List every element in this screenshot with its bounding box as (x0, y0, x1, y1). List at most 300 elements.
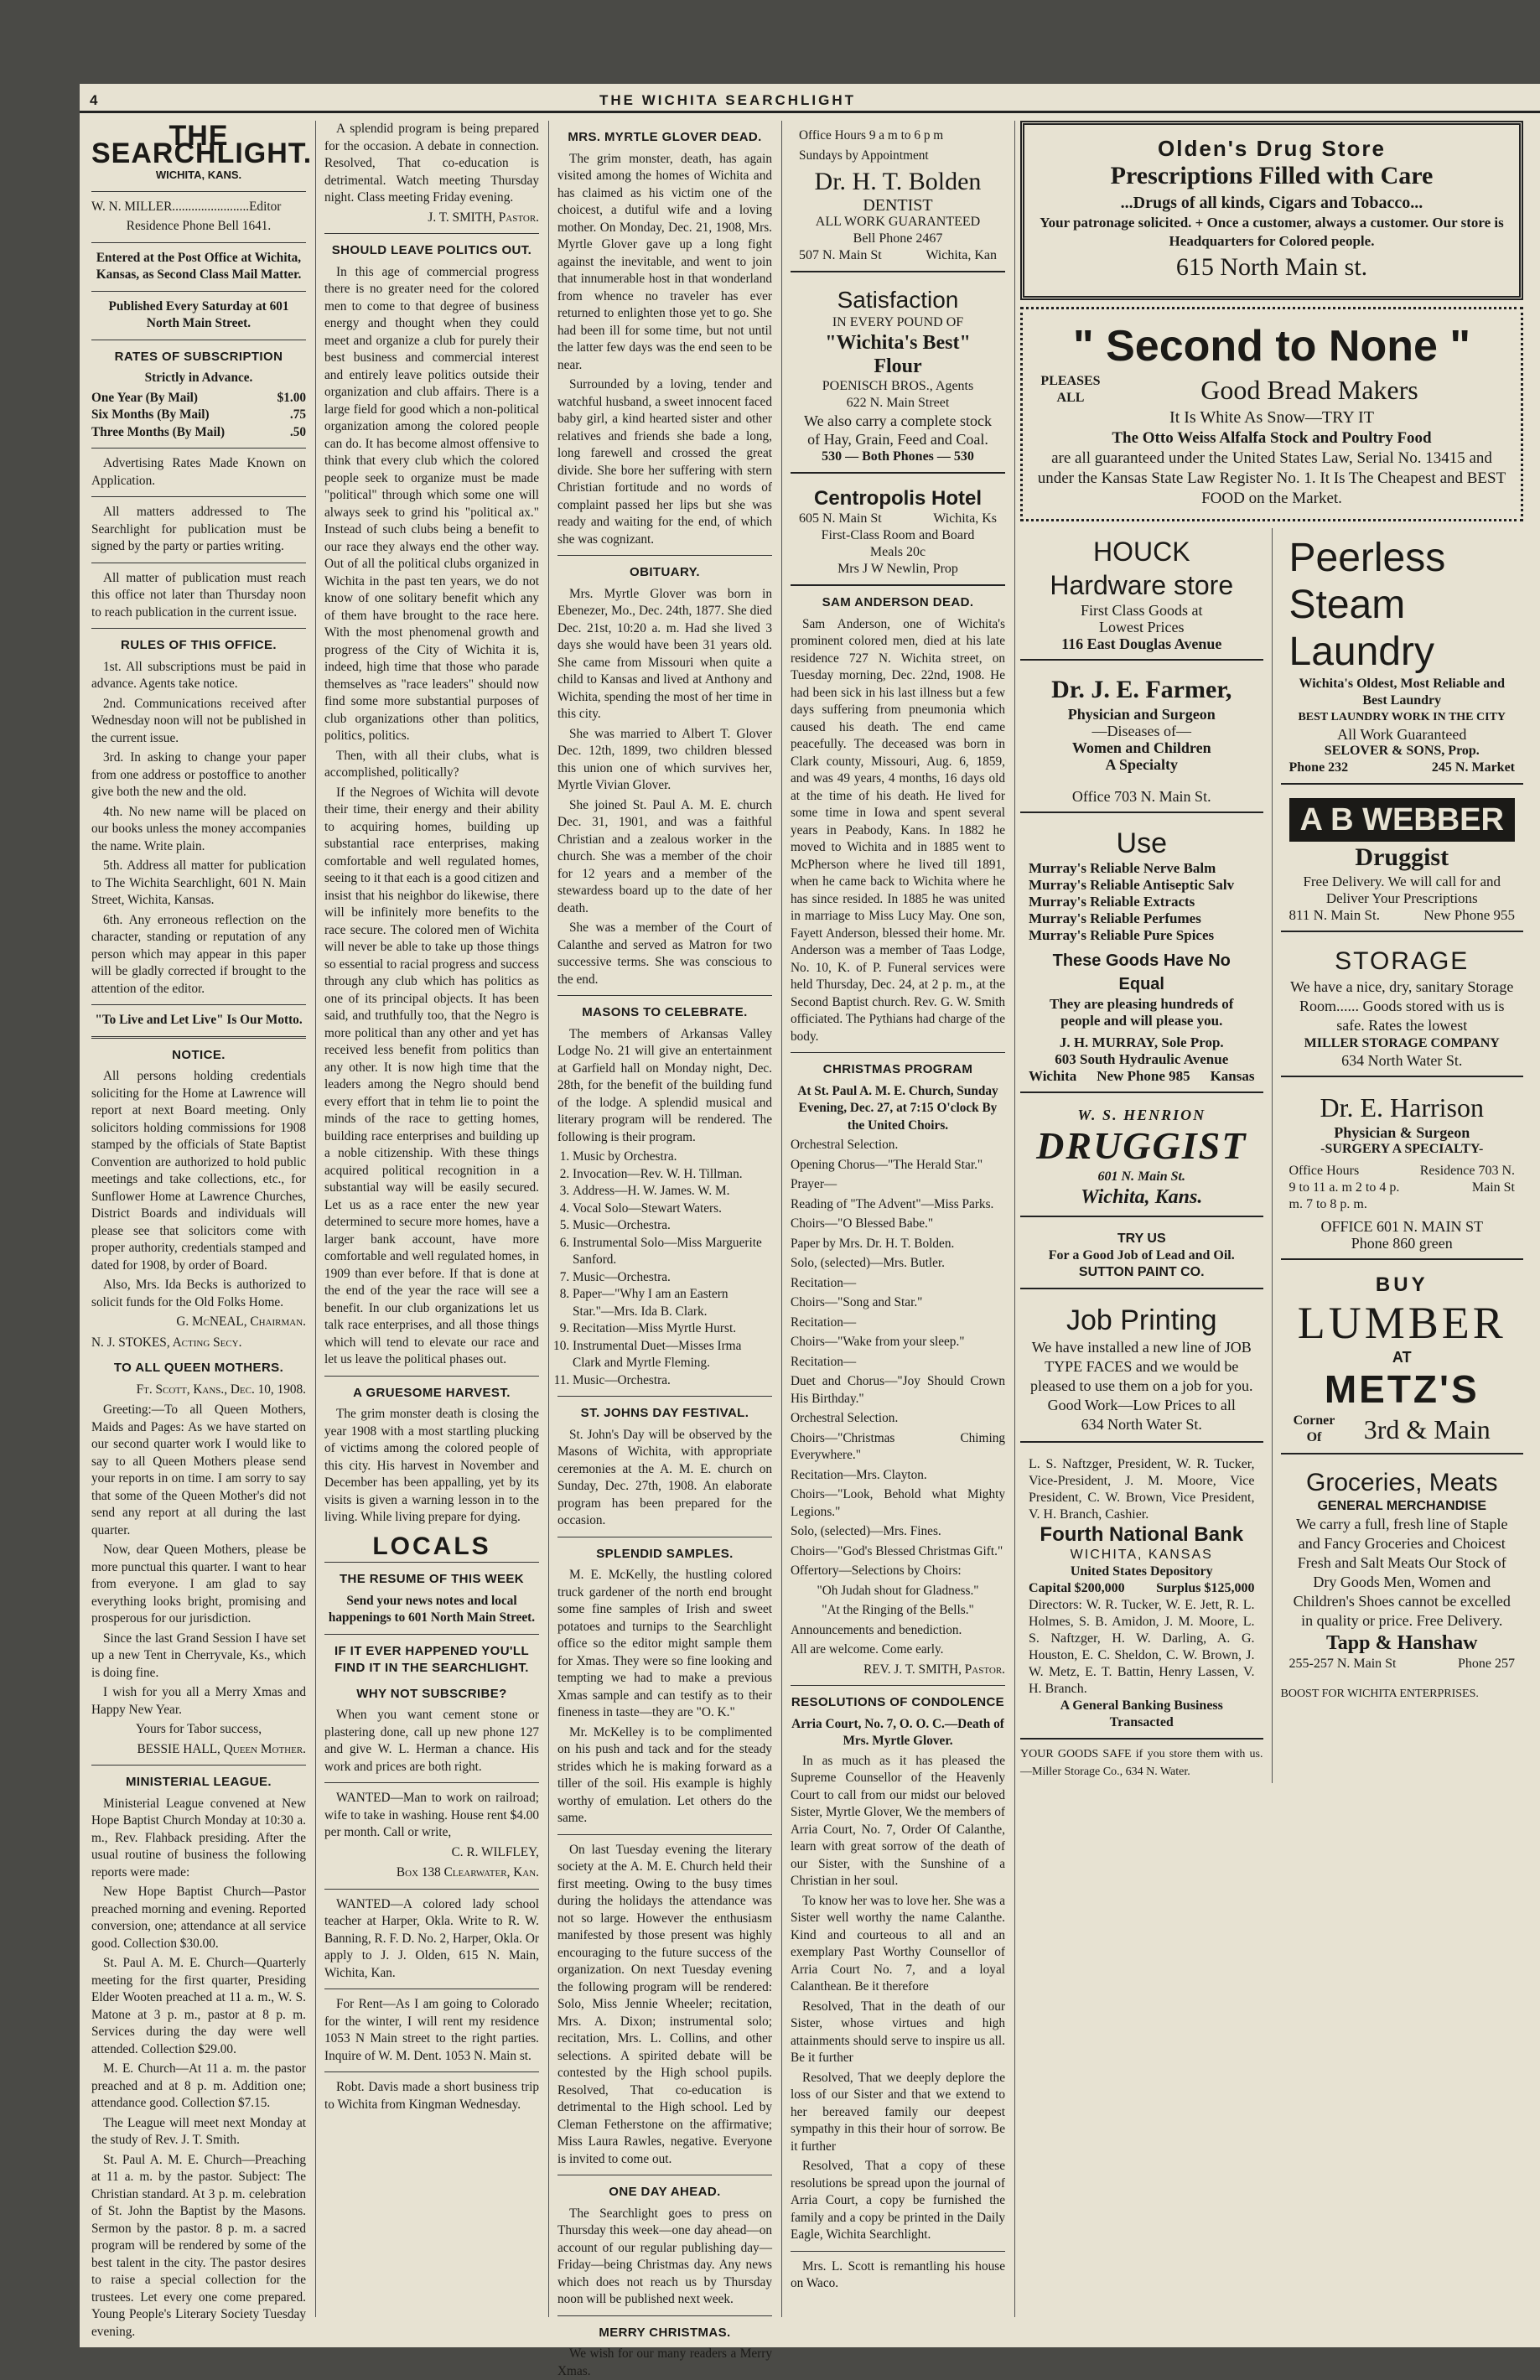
webber-address: 811 N. Main St. (1289, 907, 1380, 923)
henrion-address: 601 N. Main St. (1097, 1169, 1185, 1184)
queen-heading: TO ALL QUEEN MOTHERS. (113, 1361, 284, 1375)
masthead-published: Published Every Saturday at 601 North Main Street. (108, 298, 289, 330)
xmas-item: Solo, (selected)—Mrs. Butler. (791, 1256, 945, 1270)
col1-para: All matter of publication must reach this office not later than Thursday noon to reach publication in the current issue. (91, 570, 306, 620)
samples-heading: SPLENDID SAMPLES. (596, 1546, 734, 1561)
divider (91, 496, 306, 497)
flour-brand: "Wichita's Best" Flour (825, 332, 971, 377)
sutton-line: For a Good Job of Lead and Oil. (1048, 1248, 1235, 1263)
harrison-specialty: -SURGERY A SPECIALTY- (1320, 1142, 1484, 1156)
food-sub: Good Bread Makers (1200, 375, 1418, 405)
houck-name: HOUCK (1092, 537, 1190, 567)
rule-item: 6th. Any erroneous reflection on the character, standing or reputation of any person which may appear in this paper will be gladly corrected if brought to the attention of the editor. (91, 912, 306, 996)
murray-ad (1020, 820, 1263, 1093)
samples-para: On last Tuesday evening the literary society at the A. M. E. Church held their first meeting. Owing to the busy times during the holidays the attendance was not so large. However the enthusiasm manifested by those present was highly encouraging to the future success of the organization. On next Tuesday evening the following program will be rendered: Solo, Miss Jennie Wheeler; recitation, Mrs. A. Dixon; instrumental solo; recitation, Mrs. L. Collins, and other selections. A spirited debate will be contested by the High school pupils. Resolved, That co-education is detrimental to the High school. Led by Cleman Fetherstone on the affirmative; Miss Laura Rawles, negative. Everyone is invited to come out. (557, 1842, 772, 2166)
storage-address: 634 North Water St. (1341, 1052, 1463, 1069)
program-item: 11. Music—Orchestra. (573, 1372, 772, 1390)
rule-item: 4th. No new name will be placed on our books unless the money accompanies the name. Write plain. (91, 804, 306, 853)
murray-state: Kansas (1210, 1068, 1255, 1084)
xmas-item: Choirs—"Wake from your sleep." (791, 1335, 965, 1349)
merry-heading: MERRY CHRISTMAS. (599, 2325, 731, 2340)
peerless-prop: SELOVER & SONS, Prop. (1324, 744, 1480, 758)
olden-line: ...Drugs of all kinds, Cigars and Tobacco... (1120, 194, 1423, 212)
job-address: 634 North Water St. (1081, 1416, 1202, 1433)
food-snow: It Is White As Snow—TRY IT (1169, 408, 1374, 427)
masthead-place: WICHITA, KANS. (155, 169, 242, 181)
food-ad (1020, 307, 1523, 521)
resolutions-sub: Arria Court, No. 7, O. O. C.—Death of Mrs. Myrtle Glover. (791, 1716, 1004, 1748)
murray-city-row (1029, 1068, 1255, 1085)
col1-para: All matters addressed to The Searchlight for publication must be signed by the party or parties writing. (91, 505, 306, 553)
olden-headline: Prescriptions Filled with Care (1110, 162, 1434, 189)
murray-phone: New Phone 985 (1097, 1068, 1190, 1084)
farmer-title: Physician and Surgeon (1067, 706, 1216, 723)
peerless-line: Laundry (1289, 630, 1434, 674)
bank-general: A General Banking Business Transacted (1060, 1698, 1223, 1729)
bolden-ad (791, 121, 1005, 272)
rate-row (91, 407, 306, 424)
lumber-at: AT (1392, 1349, 1412, 1366)
farmer-ad (1020, 667, 1263, 813)
xmas-item: "Oh Judah shout for Gladness." (817, 1583, 979, 1598)
queen-para: Since the last Grand Session I have set up a new Tent in Cherryvale, Ks., which is doing fine. (91, 1631, 306, 1680)
politics-para: If the Negroes of Wichita will devote their time, their energy and their ability to acquiring homes, building up substantial race enterprises, making comfortable and well regulated homes, seeing to it that each is a good citizen and insist that his neighbor do likewise, there will be infinitely more benefits to the race secure. The colored men of Wichita will never be able to take up those things so essential to racial progress and success through any club which has politics as one of its principal objects. It has been said, and truthfully too, that the Negro is more political than any other and yet has received less benefit from politics than any other. It is now high time that the leaders among the Negro should bend every effort that in tehm lie to point the minds of the race to getting homes, building race enterprises and building up a noble citizenship. With these things acquired political recognition in a substantial way will be easily secured. Let us as a race enter the new year determined to secure more homes, have a larger bank account, have more comfortable and well regulated homes, in 1909 than ever before. If that is done at the end of the year the race will see a benefit. In our club organizations let us talk race enterprises, and all those things which will tend to elevate our race and let us leave the political phases out. (324, 785, 539, 1366)
column-rule (315, 121, 316, 2317)
resolutions-para: In as much as it has pleased the Supreme Counsellor of the Heavenly Court to call from our midst our beloved Sister, Myrtle Glover, We the members of Arria Court, No. 7, Order Of Calanthe, learn with great sorrow of the death of our Sister, with the Sunshine of a Christian in her soul. (791, 1753, 1005, 1888)
divider (91, 191, 306, 192)
peerless-body: Wichita's Oldest, Most Reliable and Best Laundry (1299, 677, 1505, 708)
flour-agents: POENISCH BROS., Agents (822, 379, 974, 393)
divider (91, 242, 306, 243)
locals-item: Robt. Davis made a short business trip to Wichita from Kingman Wednesday. (324, 2080, 539, 2112)
food-body: are all guaranteed under the United States Law, Serial No. 13415 and under the Kansas State Law Register No. 1. It Is The Cheapest and BEST FOOD on the Market. (1037, 449, 1506, 507)
samples-para: Mr. McKelley is to be complimented on his push and tack and for the steady strides which he is making forward as a tiller of the soil. His example is highly worthy of emulation. Let others do the same. (557, 1724, 772, 1825)
sutton-ad (1020, 1224, 1263, 1289)
divider (91, 448, 306, 449)
bolden-city: Wichita, Kan (926, 248, 997, 262)
xmas-item: Choirs—"O Blessed Babe." (791, 1216, 934, 1231)
samples-para: M. E. McKelly, the hustling colored truck gardener of the north end brought some fine samples of Irish and sweet potatoes and turnips to the Searchlight office so the editor might sample them for Xmas. They were so fine looking and tempting we had to make a previous Xmas sample and can testify as to their fineness in taste—they are "O. K." (557, 1568, 772, 1719)
rate-price: $1.00 (277, 390, 306, 405)
xmas-item: Opening Chorus—"The Herald Star." (791, 1157, 983, 1172)
locals-promo: IF IT EVER HAPPENED YOU'LL FIND IT IN THE SEARCHLIGHT. (334, 1643, 530, 1675)
webber-ad (1281, 791, 1524, 932)
lumber-corner-row (1289, 1413, 1516, 1446)
storage-headline: STORAGE (1335, 947, 1470, 975)
glover-para: Surrounded by a loving, tender and watchful husband, a sweet innocent faced baby girl, a kind hearted sister and other relatives and friends she bade a long, long farewell and crossed the great divide. She bore her suffering with stern Christian fortitude and no words of complaint passed her lips but she was ready and waiting for the end, of which she was cognizant. (557, 377, 772, 547)
job-line: Good Work—Low Prices to all (1047, 1397, 1236, 1413)
col2-top-para: A splendid program is being prepared for the occasion. A debate in connection. Resolved, That co-education is detrimental. Watch meeting Thursday night. Class meeting Friday evening. (324, 122, 539, 205)
tapp-phone: Phone 257 (1458, 1657, 1515, 1671)
xmas-signature: REV. J. T. SMITH, Pastor. (863, 1662, 1005, 1677)
divider (91, 1765, 306, 1766)
tapp-address: 255-257 N. Main St (1289, 1657, 1397, 1671)
resolutions-para: Resolved, That in the death of our Sister, whose virtues and high attainments should serve to inspire us all. Be it further (791, 1999, 1005, 2065)
peerless-guarantee: All Work Guaranteed (1337, 726, 1467, 743)
farmer-line: —Diseases of— (1091, 723, 1191, 739)
bank-officers: L. S. Naftzger, President, W. R. Tucker, Vice-President, J. M. Moore, Vice President, C. W. Brown, Vice President, V. H. Branch, Cashier. (1029, 1457, 1255, 1522)
hotel-line: First-Class Room and Board (821, 528, 975, 542)
wanted-signature: C. R. WILFLEY, (451, 1844, 539, 1859)
rates-advertising: Advertising Rates Made Known on Application. (91, 456, 306, 488)
divider (557, 555, 772, 556)
bank-ad (1020, 1449, 1263, 1740)
flour-ad (791, 279, 1005, 474)
xmas-item: Recitation— (791, 1354, 857, 1369)
xmas-item: Announcements and benediction. (791, 1622, 962, 1637)
masons-heading: MASONS TO CELEBRATE. (582, 1005, 748, 1019)
harrison-hours: 9 to 11 a. m 2 to 4 p. m. 7 to 8 p. m. (1289, 1180, 1400, 1211)
rate-row (91, 424, 306, 442)
lumber-ad (1281, 1267, 1524, 1454)
ministerial-heading: MINISTERIAL LEAGUE. (126, 1775, 272, 1789)
divider (791, 2251, 1005, 2252)
murray-address: 603 South Hydraulic Avenue (1055, 1051, 1229, 1067)
bolden-sundays: Sundays by Appointment (799, 148, 929, 163)
harrison-residence: Residence 703 N. Main St (1419, 1164, 1515, 1195)
tapp-name: Tapp & Hanshaw (1325, 1632, 1478, 1654)
webber-line: Free Delivery. We will call for and Deliver Your Prescriptions (1303, 874, 1501, 906)
sutton-headline: TRY US (1117, 1231, 1166, 1246)
locals-item: For Rent—As I am going to Colorado for the winter, I will rent my residence 1053 N Main street to the right parties. Inquire of W. M. Dent. 1053 N. Main st. (324, 1997, 539, 2063)
locals-heading: LOCALS (372, 1532, 491, 1560)
oneday-heading: ONE DAY AHEAD. (609, 2185, 721, 2199)
masthead-name: THE SEARCHLIGHT. (91, 120, 313, 169)
harrison-name: Dr. E. Harrison (1320, 1092, 1484, 1123)
bank-directors: Directors: W. R. Tucker, W. E. Jett, R. L. Holmes, S. B. Amidon, J. M. Moore, L. S. Naftzger, H. W. Darling, A. G. Houston, E. C. Sheldon, C. W. Brown, J. W. Metz, E. T. Battin, Henry Lassen, V. H. Branch. (1029, 1598, 1255, 1696)
peerless-line: Peerless (1289, 536, 1446, 580)
houck-title: Hardware store (1050, 570, 1234, 600)
murray-item: Murray's Reliable Nerve Balm (1029, 860, 1216, 876)
bolden-phone: Bell Phone 2467 (853, 231, 943, 246)
food-pleases-row (1033, 373, 1511, 407)
rate-label: Three Months (By Mail) (91, 424, 226, 439)
peerless-phone: Phone 232 (1289, 760, 1349, 775)
column-3 (557, 121, 772, 2378)
lumber-buy: BUY (1375, 1273, 1429, 1296)
divider (91, 628, 306, 629)
stjohns-para: St. John's Day will be observed by the Masons of Wichita, with appropriate ceremonies at the A. M. E. church on Sunday, Dec. 27th, 1908. An elaborate program has been prepared for the occasion. (557, 1427, 772, 1527)
bolden-address-row (799, 247, 997, 264)
resolutions-para: Mrs. L. Scott is remantling his house on Waco. (791, 2258, 1005, 2290)
ad-columns-split (1020, 528, 1523, 1783)
notice-para: Also, Mrs. Ida Becks is authorized to solicit funds for the Old Folks Home. (91, 1278, 306, 1309)
rate-row (91, 390, 306, 407)
murray-pleasing: They are pleasing hundreds of people and will please you. (1050, 996, 1234, 1029)
resolutions-para: Resolved, That we deeply deplore the loss of our Sister and that we extend to her bereaved family our deepest sympathy in this their hour of sorrow. Be it further (791, 2070, 1005, 2154)
anderson-heading: SAM ANDERSON DEAD. (822, 595, 974, 609)
harrison-title: Physician & Surgeon (1334, 1124, 1470, 1141)
storage-body: We have a nice, dry, sanitary Storage Room...... Goods stored with us is safe. Rates the lowest (1290, 978, 1514, 1034)
harrison-hours-block (1289, 1163, 1403, 1213)
column-rule (1014, 121, 1015, 2317)
bank-name: Fourth National Bank (1040, 1523, 1244, 1546)
rule-item: 2nd. Communications received after Wednesday noon will not be published in the current issue. (91, 696, 306, 745)
queen-para: Now, dear Queen Mothers, please be more punctual this quarter. I want to hear from everyone. I am glad to say everything looks bright, promising and prosperous for our jurisdiction. (91, 1543, 306, 1626)
program-item: 4. Vocal Solo—Stewart Waters. (573, 1200, 772, 1218)
column-2 (324, 121, 539, 2334)
divider (791, 1052, 1005, 1053)
oneday-para: The Searchlight goes to press on Thursday this week—one day ahead—on account of our regular publishing day—Friday—being Christmas day. Any news which does not reach us by Thursday noon will be published next week. (557, 2206, 772, 2306)
divider (324, 2071, 539, 2072)
resolutions-heading: RESOLUTIONS OF CONDOLENCE (791, 1695, 1005, 1709)
bank-capital-row (1029, 1580, 1255, 1597)
col2-top-signature: J. T. SMITH, Pastor. (428, 210, 539, 225)
obituary-para: Mrs. Myrtle Glover was born in Ebenezer, Mo., Dec. 24th, 1877. She died Dec. 21st, 10:20 a. m. Had she lived 3 days she would have been 31 years old. She came from Missouri when quite a child to Kansas and lived at Anthony and Wichita, spending the most of her time in this city. (557, 586, 772, 721)
webber-phone: New Phone 955 (1423, 907, 1515, 923)
xmas-intro: At St. Paul A. M. E. Church, Sunday Evening, Dec. 27, at 7:15 O'clock By the United Choirs. (797, 1083, 998, 1133)
hotel-prop: Mrs J W Newlin, Prop (837, 562, 958, 576)
rate-price: .75 (289, 407, 306, 422)
newspaper-title: THE WICHITA SEARCHLIGHT (599, 92, 857, 108)
tapp-body: We carry a full, fresh line of Staple and Fancy Groceries and Choicest Fresh and Salt Meats Our Stock of Dry Goods Men, Women and Children's Shoes cannot be excelled in quality or price. Free Delivery. (1293, 1516, 1511, 1629)
xmas-item: Orchestral Selection. (791, 1138, 899, 1152)
obituary-heading: OBITUARY. (630, 565, 700, 579)
farmer-office: Office 703 N. Main St. (1071, 788, 1211, 805)
divider (324, 1782, 539, 1783)
program-item: 6. Instrumental Solo—Miss Marguerite Sanford. (573, 1235, 772, 1269)
program-item: 1. Music by Orchestra. (573, 1149, 772, 1166)
xmas-item: Recitation— (791, 1275, 857, 1290)
masons-intro: The members of Arkansas Valley Lodge No. 21 will give an entertainment at Garfield hall on Monday night, Dec. 28th, for the benefit of the building fund of the lodge. A splendid musical and literary program will be rendered. The following is their program. (557, 1026, 772, 1144)
henrion-city: Wichita, Kans. (1081, 1186, 1203, 1208)
storage-note: YOUR GOODS SAFE if you store them with us.—Miller Storage Co., 634 N. Water. (1020, 1748, 1263, 1778)
food-pleases: PLEASES ALL (1040, 374, 1101, 405)
ministerial-para: M. E. Church—At 11 a. m. the pastor preached and at 8 p. m. Addition one; attendance good. Collection $7.15. (91, 2061, 306, 2110)
resolutions-para: Resolved, That a copy of these resolutions be spread upon the journal of Arria Court, a copy be furnished the family and a copy be printed in the Daily Eagle, Wichita Searchlight. (791, 2159, 1005, 2242)
harvest-para: The grim monster death is closing the year 1908 with a most startling plucking of victims among the colored people of this city. His harvest in November and December has been appalling, yet by its visits is given a warning lesson in to the living. While living prepare for dying. (324, 1407, 539, 1524)
glover-heading: MRS. MYRTLE GLOVER DEAD. (568, 130, 762, 144)
peerless-phone-row (1289, 760, 1516, 776)
column-rule (548, 121, 549, 2317)
xmas-item: Duet and Chorus—"Joy Should Crown His Birthday." (791, 1374, 1005, 1406)
program-item: 8. Paper—"Why I am an Eastern Star."—Mrs. Ida B. Clark. (573, 1286, 772, 1320)
folio-line (80, 87, 1540, 112)
murray-item: Murray's Reliable Pure Spices (1029, 927, 1215, 943)
program-item: 3. Address—H. W. James. W. M. (573, 1183, 772, 1200)
locals-item: WANTED—Man to work on railroad; wife to take in washing. House rent $4.00 per month. Call or write, (324, 1791, 539, 1839)
divider (791, 1685, 1005, 1686)
xmas-item: Choirs—"God's Blessed Christmas Gift." (791, 1543, 1003, 1558)
bolden-name: Dr. H. T. Bolden (814, 168, 982, 195)
bank-depository: United States Depository (1070, 1564, 1213, 1579)
peerless-line: Steam (1289, 583, 1406, 627)
locals-resume: THE RESUME OF THIS WEEK (339, 1572, 525, 1586)
politics-heading: SHOULD LEAVE POLITICS OUT. (331, 243, 532, 257)
hotel-address: 605 N. Main St (799, 511, 882, 526)
lumber-corner: Corner Of (1293, 1413, 1335, 1444)
hotel-city: Wichita, Ks (933, 511, 997, 526)
xmas-item: Solo, (selected)—Mrs. Fines. (791, 1524, 941, 1538)
houck-line: First Class Goods at (1080, 602, 1203, 619)
notice-para: All persons holding credentials soliciting for the Home at Lawrence will report at next Board meeting. Only solicitors holding commissions for 1908 stamped by the officials of State Baptist Convention are authorized to hold public meetings and take collections, etc., for Sunflower Home at Lawrence Churches, District Boards and individuals will please see that solicitors come with proper authority, credentials stamped and dated for 1908, by order of Board. (91, 1069, 306, 1273)
politics-para: In this age of commercial progress there is no greater need for the colored men to come to that degree of business energy and thought when they could meet and organize a club for purely their best business and commercial interest and entirely leave politics outside their organization and club affairs. There is a large field for good which a non-political organization among the colored people can do. It has become almost offensive to think that every club which the colored people seek to organize must be made "political" through which some one will always seek to grind his "political ax." Instead of such clubs being a benefit to our race they always end the other way. Out of all the political clubs organized in Wichita in the past ten years, we do not know of one solitary benefit which any of them have brought to the race here. With the most phenomenal growth and progress of the City of Wichita it is, indeed, high time that those who parade themselves as "race leaders" should now find some more substantial purposes of club organizations other than politics, politics, politics. (324, 264, 539, 743)
bolden-title: DENTIST (863, 196, 933, 215)
storage-ad (1281, 939, 1524, 1077)
murray-city: Wichita (1029, 1068, 1077, 1084)
bank-capital: Capital $200,000 (1029, 1581, 1125, 1595)
notice-heading: NOTICE. (172, 1047, 226, 1062)
hotel-name: Centropolis Hotel (813, 487, 982, 510)
boost-line: BOOST FOR WICHITA ENTERPRISES. (1280, 1688, 1479, 1700)
rate-label: Six Months (By Mail) (91, 407, 210, 422)
xmas-item: "At the Ringing of the Bells." (822, 1603, 974, 1617)
farmer-name: Dr. J. E. Farmer, (1051, 676, 1232, 703)
rules-motto: "To Live and Let Live" Is Our Motto. (95, 1013, 303, 1027)
olden-address: 615 North Main st. (1175, 253, 1368, 281)
ministerial-para: Ministerial League convened at New Hope Baptist Church Monday at 10:30 a. m., Rev. Flahback presiding. After the usual routine of business the following reports were made: (91, 1796, 306, 1880)
food-company: The Otto Weiss Alfalfa Stock and Poultry Food (1112, 429, 1432, 447)
xmas-item: Choirs—"Look, Behold what Mighty Legions." (791, 1487, 1005, 1519)
ministerial-para: St. Paul A. M. E. Church—Quarterly meeting for the first quarter, Presiding Elder Wooten preached at 11 a. m., W. S. Matone at 3 p. m., pastor at 8 p. m. Services during the day were well attended. Collection $29.00. (91, 1956, 306, 2056)
food-headline: " Second to None " (1073, 322, 1470, 371)
job-headline: Job Printing (1066, 1304, 1217, 1336)
peerless-address: 245 N. Market (1431, 760, 1515, 775)
harrison-office: OFFICE 601 N. MAIN ST (1320, 1218, 1484, 1235)
henrion-ad (1020, 1100, 1263, 1217)
xmas-item: All are welcome. Come early. (791, 1642, 944, 1657)
queen-signature: BESSIE HALL, Queen Mother. (137, 1741, 306, 1756)
program-item: 10. Instrumental Duet—Misses Irma Clark and Myrtle Fleming. (573, 1338, 772, 1372)
ministerial-para: The League will meet next Monday at the study of Rev. J. T. Smith. (91, 2115, 306, 2147)
farmer-line: Women and Children (1071, 739, 1211, 756)
locals-item: WANTED—A colored lady school teacher at Harper, Okla. Write to R. W. Banning, R. F. D. No. 2, Harper, Okla. Or apply to J. J. Olden, 615 N. Main, Wichita, Kan. (324, 1896, 539, 1980)
stjohns-heading: ST. JOHNS DAY FESTIVAL. (580, 1406, 749, 1420)
harrison-hours-row (1289, 1163, 1516, 1213)
sutton-name: SUTTON PAINT CO. (1078, 1265, 1205, 1279)
tapp-sub: GENERAL MERCHANDISE (1317, 1499, 1486, 1513)
notice-signature: G. McNEAL, Chairman. (176, 1314, 306, 1329)
rules-heading: RULES OF THIS OFFICE. (121, 638, 277, 652)
divider (91, 1036, 306, 1039)
henrion-name: W. S. HENRION (1077, 1107, 1206, 1123)
divider (324, 1634, 539, 1635)
queen-para: Greeting:—To all Queen Mothers, Maids and Pages: As we have started on our second quarter work I would like to say to all Queen Mothers please send your reports in on time. I am sorry to say that some of the Queen Mother's did not send any report at all during the last quarter. (91, 1403, 306, 1537)
divider (324, 1889, 539, 1890)
divider (557, 1834, 772, 1835)
tapp-ad (1281, 1461, 1524, 1679)
queen-signature: Yours for Tabor success, (135, 1722, 262, 1736)
xmas-item: Recitation—Mrs. Clayton. (791, 1467, 927, 1482)
program-item: 2. Invocation—Rev. W. H. Tillman. (573, 1166, 772, 1184)
webber-address-row (1289, 907, 1516, 924)
xmas-heading: CHRISTMAS PROGRAM (822, 1062, 973, 1076)
masthead-editor: W. N. MILLER........................Editor (91, 199, 282, 214)
locals-send: Send your news notes and local happenings to 601 North Main Street. (328, 1593, 536, 1625)
lumber-word: LUMBER (1297, 1298, 1506, 1348)
obituary-para: She was married to Albert T. Glover Dec. 12th, 1899, two children blessed this union one of which survives her, Myrtle Vivian Glover. (557, 726, 772, 792)
harrison-hours-label: Office Hours (1289, 1164, 1360, 1178)
bolden-hours: Office Hours 9 a m to 6 p m (799, 128, 944, 143)
flour-body: We also carry a complete stock of Hay, Grain, Feed and Coal. (804, 412, 992, 448)
rates-sub: Strictly in Advance. (144, 371, 253, 385)
xmas-item: Orchestral Selection. (791, 1411, 899, 1425)
divider (557, 2315, 772, 2316)
murray-item: Murray's Reliable Antiseptic Salv (1029, 877, 1235, 893)
rule-item: 3rd. In asking to change your paper from one address or postoffice to another give both the new and the old. (91, 750, 306, 799)
olden-line: Your patronage solicited. + Once a customer, always a customer. Our store is Headquarters for Colored people. (1040, 215, 1504, 249)
job-body: We have installed a new line of JOB TYPE FACES and we would be pleased to use them on a job for you. (1030, 1339, 1253, 1394)
murray-equal: These Goods Have No Equal (1052, 951, 1231, 993)
houck-ad (1020, 528, 1263, 661)
rate-label: One Year (By Mail) (91, 390, 199, 405)
harvest-heading: A GRUESOME HARVEST. (353, 1385, 511, 1400)
xmas-item: Paper by Mrs. Dr. H. T. Bolden. (791, 1236, 955, 1251)
rates-heading: RATES OF SUBSCRIPTION (114, 349, 283, 364)
rule-item: 1st. All subscriptions must be paid in advance. Agents take notice. (91, 659, 306, 691)
hotel-address-row (799, 511, 997, 527)
peerless-ad (1281, 528, 1524, 785)
tapp-headline: Groceries, Meats (1306, 1469, 1498, 1496)
murray-headline: Use (1116, 827, 1167, 859)
locals-promo: WHY NOT SUBSCRIBE? (356, 1686, 507, 1701)
program-item: 9. Recitation—Miss Myrtle Hurst. (573, 1320, 772, 1338)
houck-line: Lowest Prices (1099, 619, 1185, 635)
webber-title: Druggist (1355, 843, 1449, 871)
flour-address: 622 N. Main Street (846, 396, 950, 410)
column-1 (91, 120, 313, 2339)
bolden-address: 507 N. Main St (799, 248, 882, 262)
lumber-location: 3rd & Main (1363, 1414, 1491, 1444)
queen-para: I wish for you all a Merry Xmas and Happy New Year. (91, 1685, 306, 1717)
hotel-line: Meals 20c (869, 545, 926, 559)
flour-phones: 530 — Both Phones — 530 (822, 449, 974, 464)
divider (557, 1396, 772, 1397)
lumber-metz: METZ'S (1324, 1367, 1480, 1411)
xmas-item: Offertory—Selections by Choirs: (791, 1563, 962, 1578)
resolutions-para: To know her was to love her. She was a Sister well worthy the name Calanthe. Kind and courteous to all and an exemplary Past Worthy Counsellor of Arria Court No. 7, and a loyal Calanthean. Be it therefore (791, 1893, 1005, 1994)
newspaper-page (80, 84, 1540, 2378)
notice-signature: N. J. STOKES, Acting Secy. (91, 1335, 242, 1350)
glover-para: The grim monster, death, has again visited among the homes of Wichita and has claimed as his victim one of the choicest, a dutiful wife and a loving mother. On Monday, Dec. 21, 1908, Mrs. Myrtle Glover gave up a long fight against the inevitable, and went to join that innumerable host in that wonderland from whence no traveler has ever returned to enlighten those yet to go. She had been ill for some time, but not until the latter few days was the end seen to be near. (557, 151, 772, 372)
webber-name: A B WEBBER (1289, 798, 1516, 842)
xmas-item: Prayer— (791, 1177, 837, 1191)
houck-address: 116 East Douglas Avenue (1061, 635, 1222, 652)
masthead-phone: Residence Phone Bell 1641. (126, 219, 272, 233)
olden-name: Olden's Drug Store (1158, 136, 1386, 161)
masthead-entered: Entered at the Post Office at Wichita, Kansas, as Second Class Mail Matter. (96, 250, 302, 282)
ad-column-6 (1273, 528, 1524, 1783)
masons-program (557, 1149, 772, 1389)
ministerial-para: New Hope Baptist Church—Pastor preached morning and evening. Reported conversion, one; attendance at all service good. Collection $30.00. (91, 1885, 306, 1951)
obituary-para: She joined St. Paul A. M. E. church Dec. 31, 1901, and was a faithful Christian and a zealous worker in the church. She was a member of the choir for 12 years and a member of the stewardess board up to the date of her death. (557, 797, 772, 915)
locals-item: When you want cement stone or plastering done, call up new phone 127 and give W. L. Herman a chance. His work and prices are both right. (324, 1708, 539, 1774)
divider (557, 995, 772, 996)
flour-sub: IN EVERY POUND OF (832, 315, 964, 329)
divider (91, 1004, 306, 1005)
farmer-line: A Specialty (1105, 756, 1178, 773)
xmas-item: Choirs—"Song and Star." (791, 1295, 923, 1309)
job-ad (1020, 1296, 1263, 1443)
program-item: 5. Music—Orchestra. (573, 1217, 772, 1235)
program-item: 7. Music—Orchestra. (573, 1269, 772, 1287)
obituary-para: She was a member of the Court of Calanthe and served as Matron for two successive terms. She was conscious to the end. (557, 920, 772, 987)
column-4 (791, 121, 1005, 2334)
bank-city: WICHITA, KANSAS (1070, 1548, 1213, 1562)
ad-column-5 (1020, 528, 1273, 1783)
xmas-item: Choirs—"Christmas Chiming Everywhere." (791, 1430, 1005, 1462)
folio-rule (80, 111, 1540, 113)
harrison-ad (1281, 1084, 1524, 1260)
bank-surplus: Surplus $125,000 (1156, 1581, 1255, 1595)
rule-item: 5th. Address all matter for publication to The Wichita Searchlight, 601 N. Main Street, Wichita, Kansas. (91, 858, 306, 907)
anderson-para: Sam Anderson, one of Wichita's prominent colored men, died at his late residence 727 N. Wichita street, on Tuesday morning, Dec. 22nd, 1908. He had been sick in his last illness but a few days suffering from pneumonia which caused his death. The end came peacefully. The deceased was born in Clark county, Missouri, Aug. 6, 1859, and was 49 years, 4 months, 16 days old at the time of his death. He lived for some time in Iowa and spent several years in Peabody, Kans. In 1882 he moved to Wichita and in 1885 went to McPherson where he lived till 1891, when he came back to Wichita where he has since resided. In 1885 he was united in marriage to Miss Lucy May. One son, Fayett Anderson, blessed their home. Mr. Anderson was a member of Taas Lodge, No. 10, K. of P. Funeral services were held Thursday, Dec. 24, at 2 p. m., at the Second Baptist church. Rev. G. W. Smith officiated. The Pythians had charge of the body. (791, 616, 1005, 1044)
xmas-item: Reading of "The Advent"—Miss Parks. (791, 1196, 994, 1211)
rate-price: .50 (289, 424, 306, 439)
politics-para: Then, with all their clubs, what is accomplished, politically? (324, 748, 539, 780)
harrison-phone: Phone 860 green (1351, 1235, 1453, 1252)
xmas-item: Recitation— (791, 1314, 857, 1330)
